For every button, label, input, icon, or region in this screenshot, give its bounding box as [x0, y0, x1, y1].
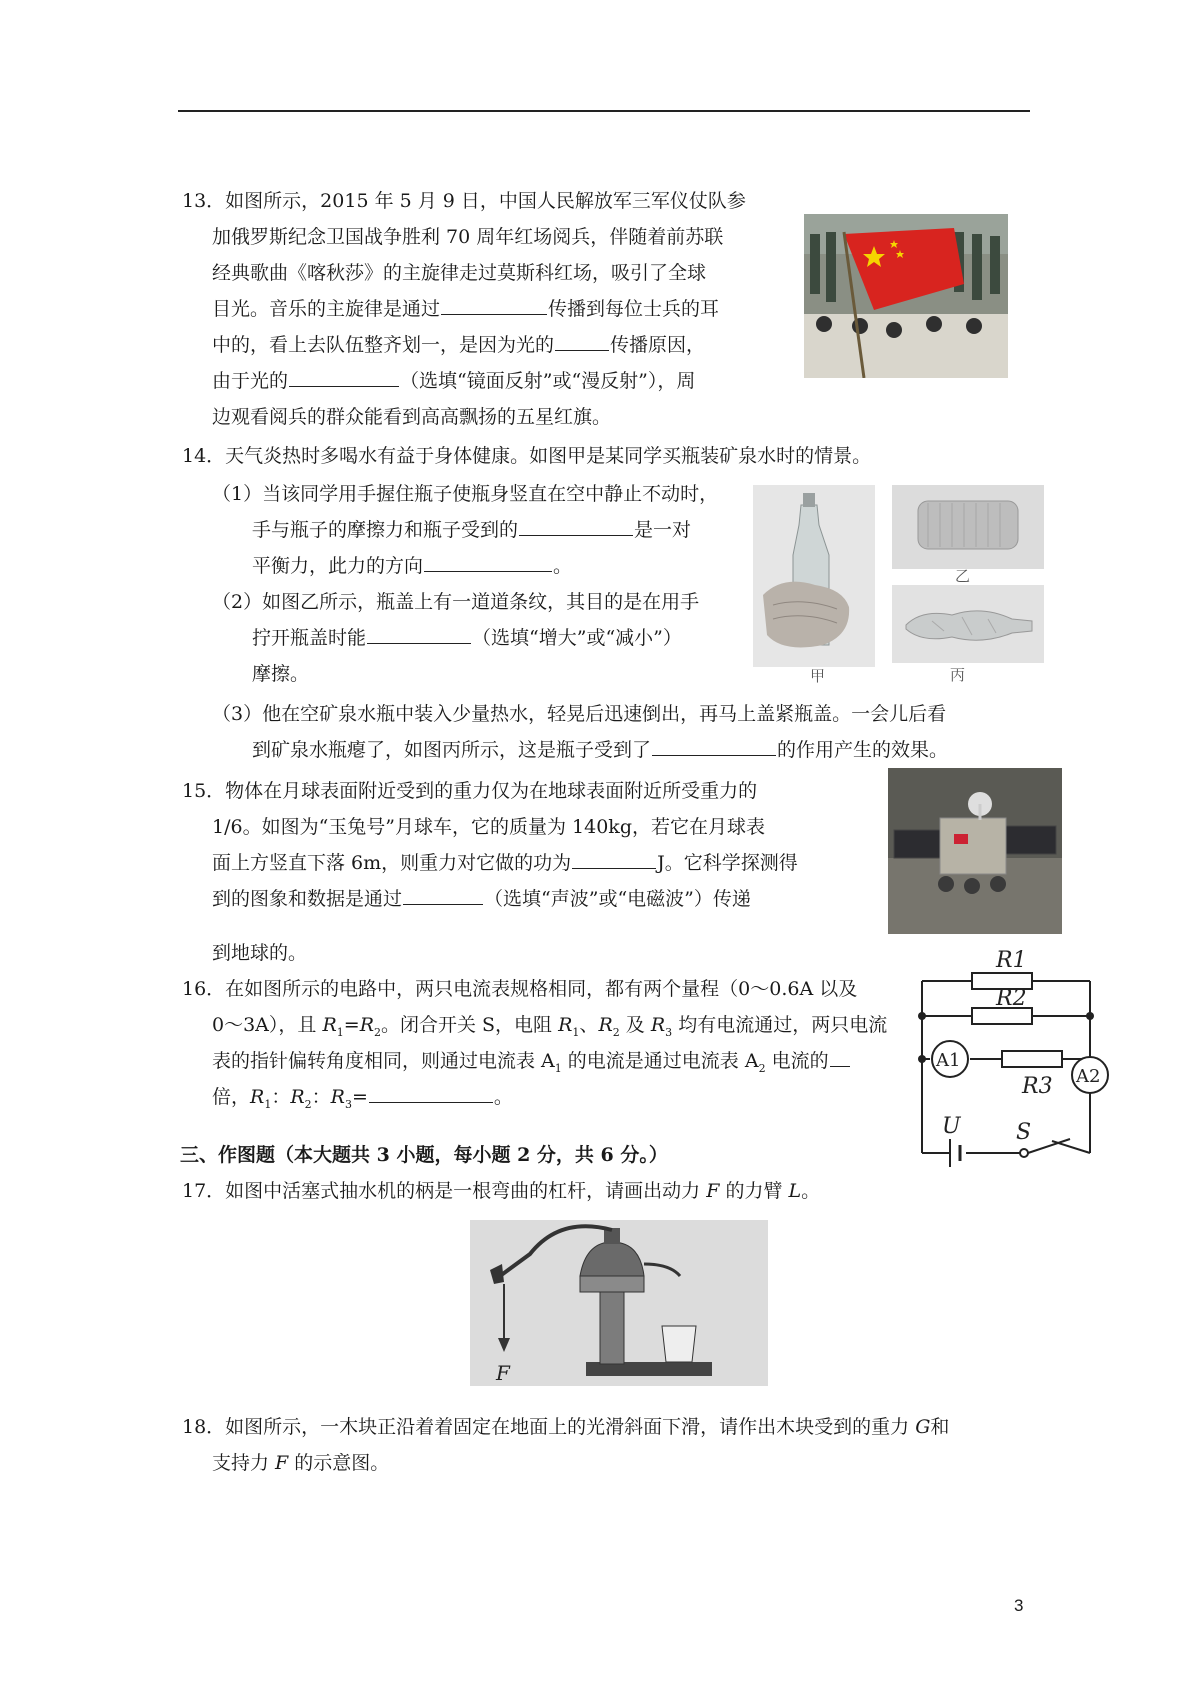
q16-text: 表的指针偏转角度相同，则通过电流表 A [212, 1050, 555, 1072]
q13-line-4 [212, 300, 719, 319]
resistor-r2-symbol: R [598, 1014, 613, 1036]
q16-text: 倍， [212, 1086, 251, 1108]
q16-text: 电流的 [765, 1050, 829, 1072]
answer-blank[interactable] [289, 385, 399, 387]
caption-jia: 甲 [810, 667, 826, 685]
q18-text: 的示意图。 [288, 1452, 390, 1474]
resistor-r3-symbol: R [330, 1086, 345, 1108]
subscript: 1 [264, 1097, 272, 1111]
parade-flag-photo [804, 214, 1008, 378]
q16-text: 的电流是通过电流表 A [561, 1050, 759, 1072]
gravity-symbol: G [915, 1416, 931, 1438]
q14-p1-line-2 [252, 521, 691, 540]
q13-line-6 [212, 372, 695, 391]
q14-p1-line-1: （1）当该同学用手握住瓶子使瓶身竖直在空中静止不动时， [212, 483, 719, 505]
q14-p2-line-2 [252, 629, 682, 648]
circuit-diagram [910, 935, 1120, 1170]
answer-blank[interactable] [555, 349, 609, 351]
circuit-node [918, 1012, 926, 1020]
q15-line-5: 到地球的。 [212, 942, 308, 964]
resistor-r1-symbol: R [558, 1014, 573, 1036]
q14-p3-line-1: （3）他在空矿泉水瓶中装入少量热水，轻晃后迅速倒出，再马上盖紧瓶盖。一会儿后看 [212, 703, 947, 725]
q14-text: 的作用产生的效果。 [777, 739, 949, 761]
crushed-bottle-photo [892, 585, 1044, 663]
circuit-node [918, 1055, 926, 1063]
q14-line-1: 14．天气炎热时多喝水有益于身体健康。如图甲是某同学买瓶装矿泉水时的情景。 [182, 445, 872, 467]
q15-text: 面上方竖直下落 6m，则重力对它做的功为 [212, 852, 572, 874]
label-r1: R1 [996, 948, 1027, 973]
answer-blank[interactable] [441, 313, 547, 315]
label-r3: R3 [1022, 1074, 1053, 1099]
q13-text: 中的，看上去队伍整齐划一，是因为光的 [212, 334, 555, 356]
resistor-r1-symbol: R [250, 1086, 265, 1108]
bottle-hand-photo [753, 485, 875, 667]
q16-line-2 [212, 1016, 887, 1038]
q16-text: = [351, 1086, 368, 1108]
answer-blank[interactable] [424, 570, 552, 572]
switch-lever [1028, 1139, 1070, 1153]
answer-blank[interactable] [572, 867, 656, 869]
q14-text: 到矿泉水瓶瘪了，如图丙所示，这是瓶子受到了 [252, 739, 652, 761]
q13-text: 由于光的 [212, 370, 289, 392]
circuit-node [1086, 1012, 1094, 1020]
subscript: 2 [304, 1097, 312, 1111]
pump-figure [470, 1220, 768, 1386]
q16-line-3 [212, 1052, 851, 1074]
q15-line-1: 15．物体在月球表面附近受到的重力仅为在地球表面附近所受重力的 [182, 780, 758, 802]
label-s: S [1016, 1120, 1032, 1145]
q18-text: 和 [930, 1416, 950, 1438]
q14-text: （选填“增大”或“减小”） [472, 627, 682, 649]
q14-p3-line-2 [252, 741, 948, 760]
answer-blank[interactable] [830, 1065, 850, 1067]
q13-text: 传播到每位士兵的耳 [548, 298, 720, 320]
q15-text: （选填“声波”或“电磁波”）传递 [484, 888, 751, 910]
subscript: 2 [612, 1025, 620, 1039]
q14-text: 是一对 [634, 519, 692, 541]
page-number: 3 [1014, 1596, 1024, 1615]
q18-text: 支持力 [212, 1452, 276, 1474]
resistor-r2-symbol: R [290, 1086, 305, 1108]
q13-text: 目光。音乐的主旋律是通过 [212, 298, 441, 320]
subscript: 3 [344, 1097, 352, 1111]
answer-blank[interactable] [519, 534, 633, 536]
label-a2: A2 [1076, 1066, 1101, 1087]
q15-line-4 [212, 890, 751, 909]
q14-text: 拧开瓶盖时能 [252, 627, 367, 649]
ratio-colon: ： [271, 1086, 291, 1108]
q16-text: 均有电流通过，两只电流 [672, 1014, 888, 1036]
q16-text: 0～3A），且 [212, 1014, 323, 1036]
q18-line-1 [182, 1418, 949, 1437]
answer-blank[interactable] [652, 754, 776, 756]
q17-text: 的力臂 [719, 1180, 789, 1202]
lunar-rover-photo [888, 768, 1062, 934]
q17-line-1 [182, 1182, 820, 1201]
q13-line-2: 加俄罗斯纪念卫国战争胜利 70 周年红场阅兵，伴随着前苏联 [212, 226, 724, 248]
caption-bing: 丙 [950, 666, 966, 684]
force-symbol: F [706, 1180, 720, 1202]
q16-text: 。闭合开关 S，电阻 [381, 1014, 559, 1036]
resistor-r3 [1002, 1051, 1062, 1067]
subscript: 1 [554, 1061, 562, 1075]
q18-text: 18．如图所示，一木块正沿着着固定在地面上的光滑斜面下滑，请作出木块受到的重力 [182, 1416, 916, 1438]
force-symbol: F [275, 1452, 289, 1474]
q15-text: J。它科学探测得 [657, 852, 798, 874]
q14-p2-line-1: （2）如图乙所示，瓶盖上有一道道条纹，其目的是在用手 [212, 591, 700, 613]
subscript: 1 [336, 1025, 344, 1039]
q14-text: 平衡力，此力的方向 [252, 555, 424, 577]
answer-blank[interactable] [403, 903, 483, 905]
arm-symbol: L [788, 1180, 802, 1202]
subscript: 3 [665, 1025, 673, 1039]
bottle-cap-photo [892, 485, 1044, 569]
separator: 、 [579, 1014, 599, 1036]
subscript: 2 [758, 1061, 766, 1075]
q14-text: 。 [553, 555, 573, 577]
subscript: 1 [572, 1025, 580, 1039]
label-u: U [942, 1114, 961, 1139]
q13-line-7: 边观看阅兵的群众能看到高高飘扬的五星红旗。 [212, 406, 612, 428]
label-a1: A1 [936, 1050, 961, 1071]
answer-blank[interactable] [367, 642, 471, 644]
q13-line-5 [212, 336, 705, 355]
q18-line-2 [212, 1454, 389, 1473]
subscript: 2 [374, 1025, 381, 1039]
resistor-r3-symbol: R [650, 1014, 666, 1036]
caption-yi: 乙 [955, 567, 971, 585]
q16-text: 及 [619, 1014, 651, 1036]
q13-line-3: 经典歌曲《喀秋莎》的主旋律走过莫斯科红场，吸引了全球 [212, 262, 707, 284]
q17-text: 。 [801, 1180, 821, 1202]
ratio-colon: ： [311, 1086, 331, 1108]
q15-line-2: 1/6。如图为“玉兔号”月球车，它的质量为 140kg，若它在月球表 [212, 816, 765, 838]
q14-p1-line-3 [252, 557, 572, 576]
label-r2: R2 [996, 986, 1027, 1011]
q13-text: 传播原因， [610, 334, 706, 356]
q15-text: 到的图象和数据是通过 [212, 888, 403, 910]
resistor-r1-symbol: R [322, 1014, 337, 1036]
q13-line-1: 13．如图所示，2015 年 5 月 9 日，中国人民解放军三军仪仗队参 [182, 190, 746, 212]
pump-force-label: F [496, 1361, 510, 1385]
equals-sign: = [343, 1014, 360, 1036]
switch-terminal [1020, 1149, 1028, 1157]
q16-line-4 [212, 1088, 513, 1110]
q14-p2-line-3: 摩擦。 [252, 663, 310, 685]
q16-text: 。 [493, 1086, 513, 1108]
answer-blank[interactable] [369, 1101, 493, 1103]
section-3-heading: 三、作图题（本大题共 3 小题，每小题 2 分，共 6 分。） [180, 1144, 668, 1166]
q14-text: 手与瓶子的摩擦力和瓶子受到的 [252, 519, 519, 541]
q17-text: 17．如图中活塞式抽水机的柄是一根弯曲的杠杆，请画出动力 [182, 1180, 707, 1202]
resistor-r2-symbol: R [359, 1014, 374, 1036]
header-rule [178, 110, 1030, 112]
q13-text: （选填“镜面反射”或“漫反射”），周 [400, 370, 696, 392]
q15-line-3 [212, 854, 798, 873]
q16-line-1: 16．在如图所示的电路中，两只电流表规格相同，都有两个量程（0～0.6A 以及 [182, 978, 858, 1000]
